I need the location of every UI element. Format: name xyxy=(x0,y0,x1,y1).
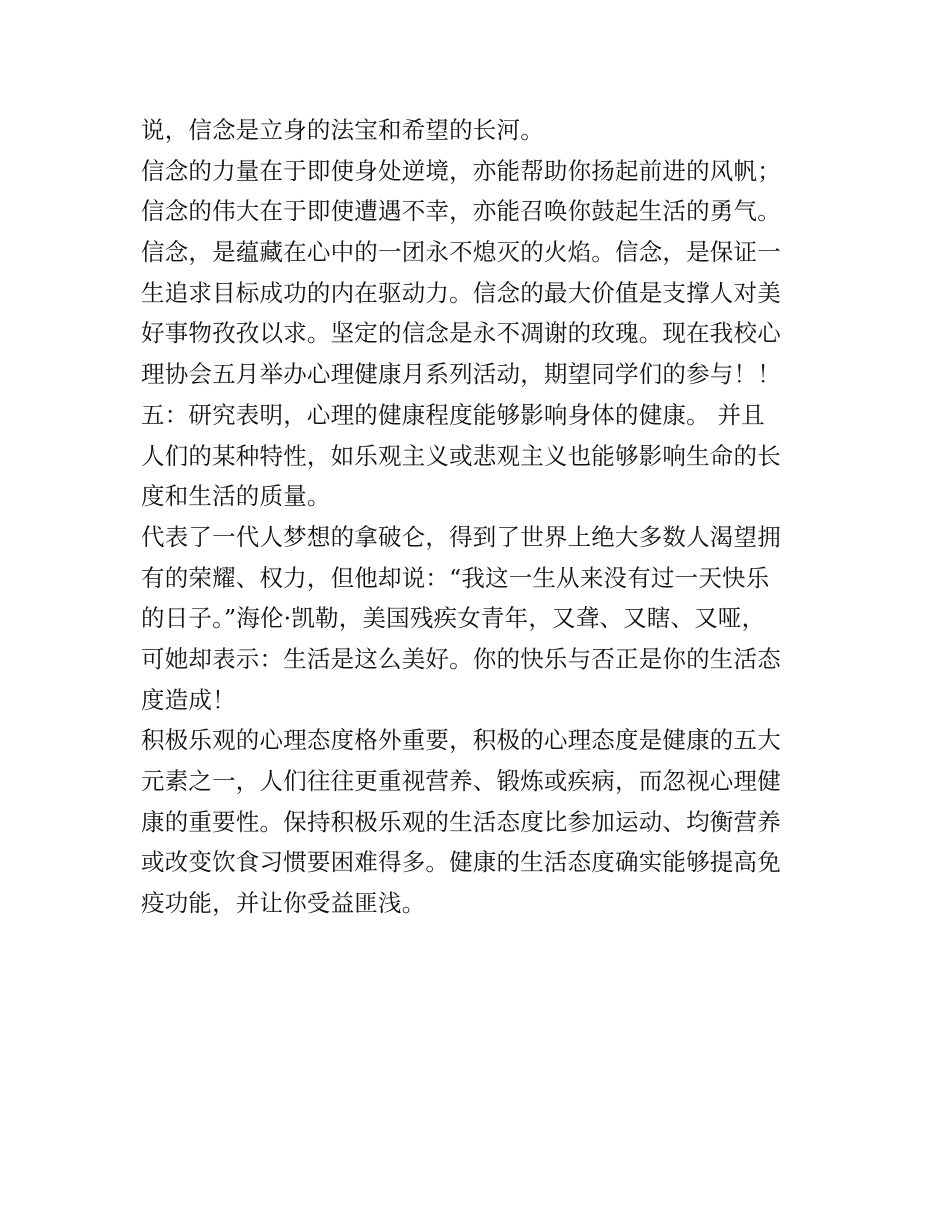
text-line: 代表了一代人梦想的拿破仑，得到了世界上绝大多数人渴望拥 xyxy=(141,522,781,551)
text-line: 有的荣耀、权力，但他却说：“我这一生从来没有过一天快乐 xyxy=(141,563,770,592)
text-line: 说，信念是立身的法宝和希望的长河。 xyxy=(141,116,544,144)
text-line: 可她却表示：生活是这么美好。你的快乐与否正是你的生活态 xyxy=(141,644,781,673)
text-line: 理协会五月举办心理健康月系列活动，期望同学们的参与！！ xyxy=(141,360,781,389)
text-line: 康的重要性。保持积极乐观的生活态度比参加运动、均衡营养 xyxy=(141,807,781,836)
text-line: 人们的某种特性，如乐观主义或悲观主义也能够影响生命的长 xyxy=(141,441,781,470)
text-line: 信念，是蕴藏在心中的一团永不熄灭的火焰。信念，是保证一 xyxy=(141,238,781,267)
text-line: 好事物孜孜以求。坚定的信念是永不凋谢的玫瑰。现在我校心 xyxy=(141,319,781,348)
text-line: 度和生活的质量。 xyxy=(141,482,331,511)
text-line: 五：研究表明，心理的健康程度能够影响身体的健康。 并且 xyxy=(141,400,765,429)
text-line: 的日子。”海伦·凯勒，美国残疾女青年，又聋、又瞎、又哑， xyxy=(141,604,766,633)
body-text xyxy=(141,110,821,924)
text-line: 信念的伟大在于即使遭遇不幸，亦能召唤你鼓起生活的勇气。 xyxy=(141,197,781,226)
text-line: 生追求目标成功的内在驱动力。信念的最大价值是支撑人对美 xyxy=(141,278,781,307)
text-line: 积极乐观的心理态度格外重要，积极的心理态度是健康的五大 xyxy=(141,726,781,755)
text-line: 或改变饮食习惯要困难得多。健康的生活态度确实能够提高免 xyxy=(141,848,781,877)
text-line: 疫功能，并让你受益匪浅。 xyxy=(141,889,426,918)
text-line: 信念的力量在于即使身处逆境，亦能帮助你扬起前进的风帆； xyxy=(141,156,781,185)
text-line: 元素之一，人们往往更重视营养、锻炼或疾病，而忽视心理健 xyxy=(141,767,781,795)
text-line: 度造成！ xyxy=(141,685,236,714)
